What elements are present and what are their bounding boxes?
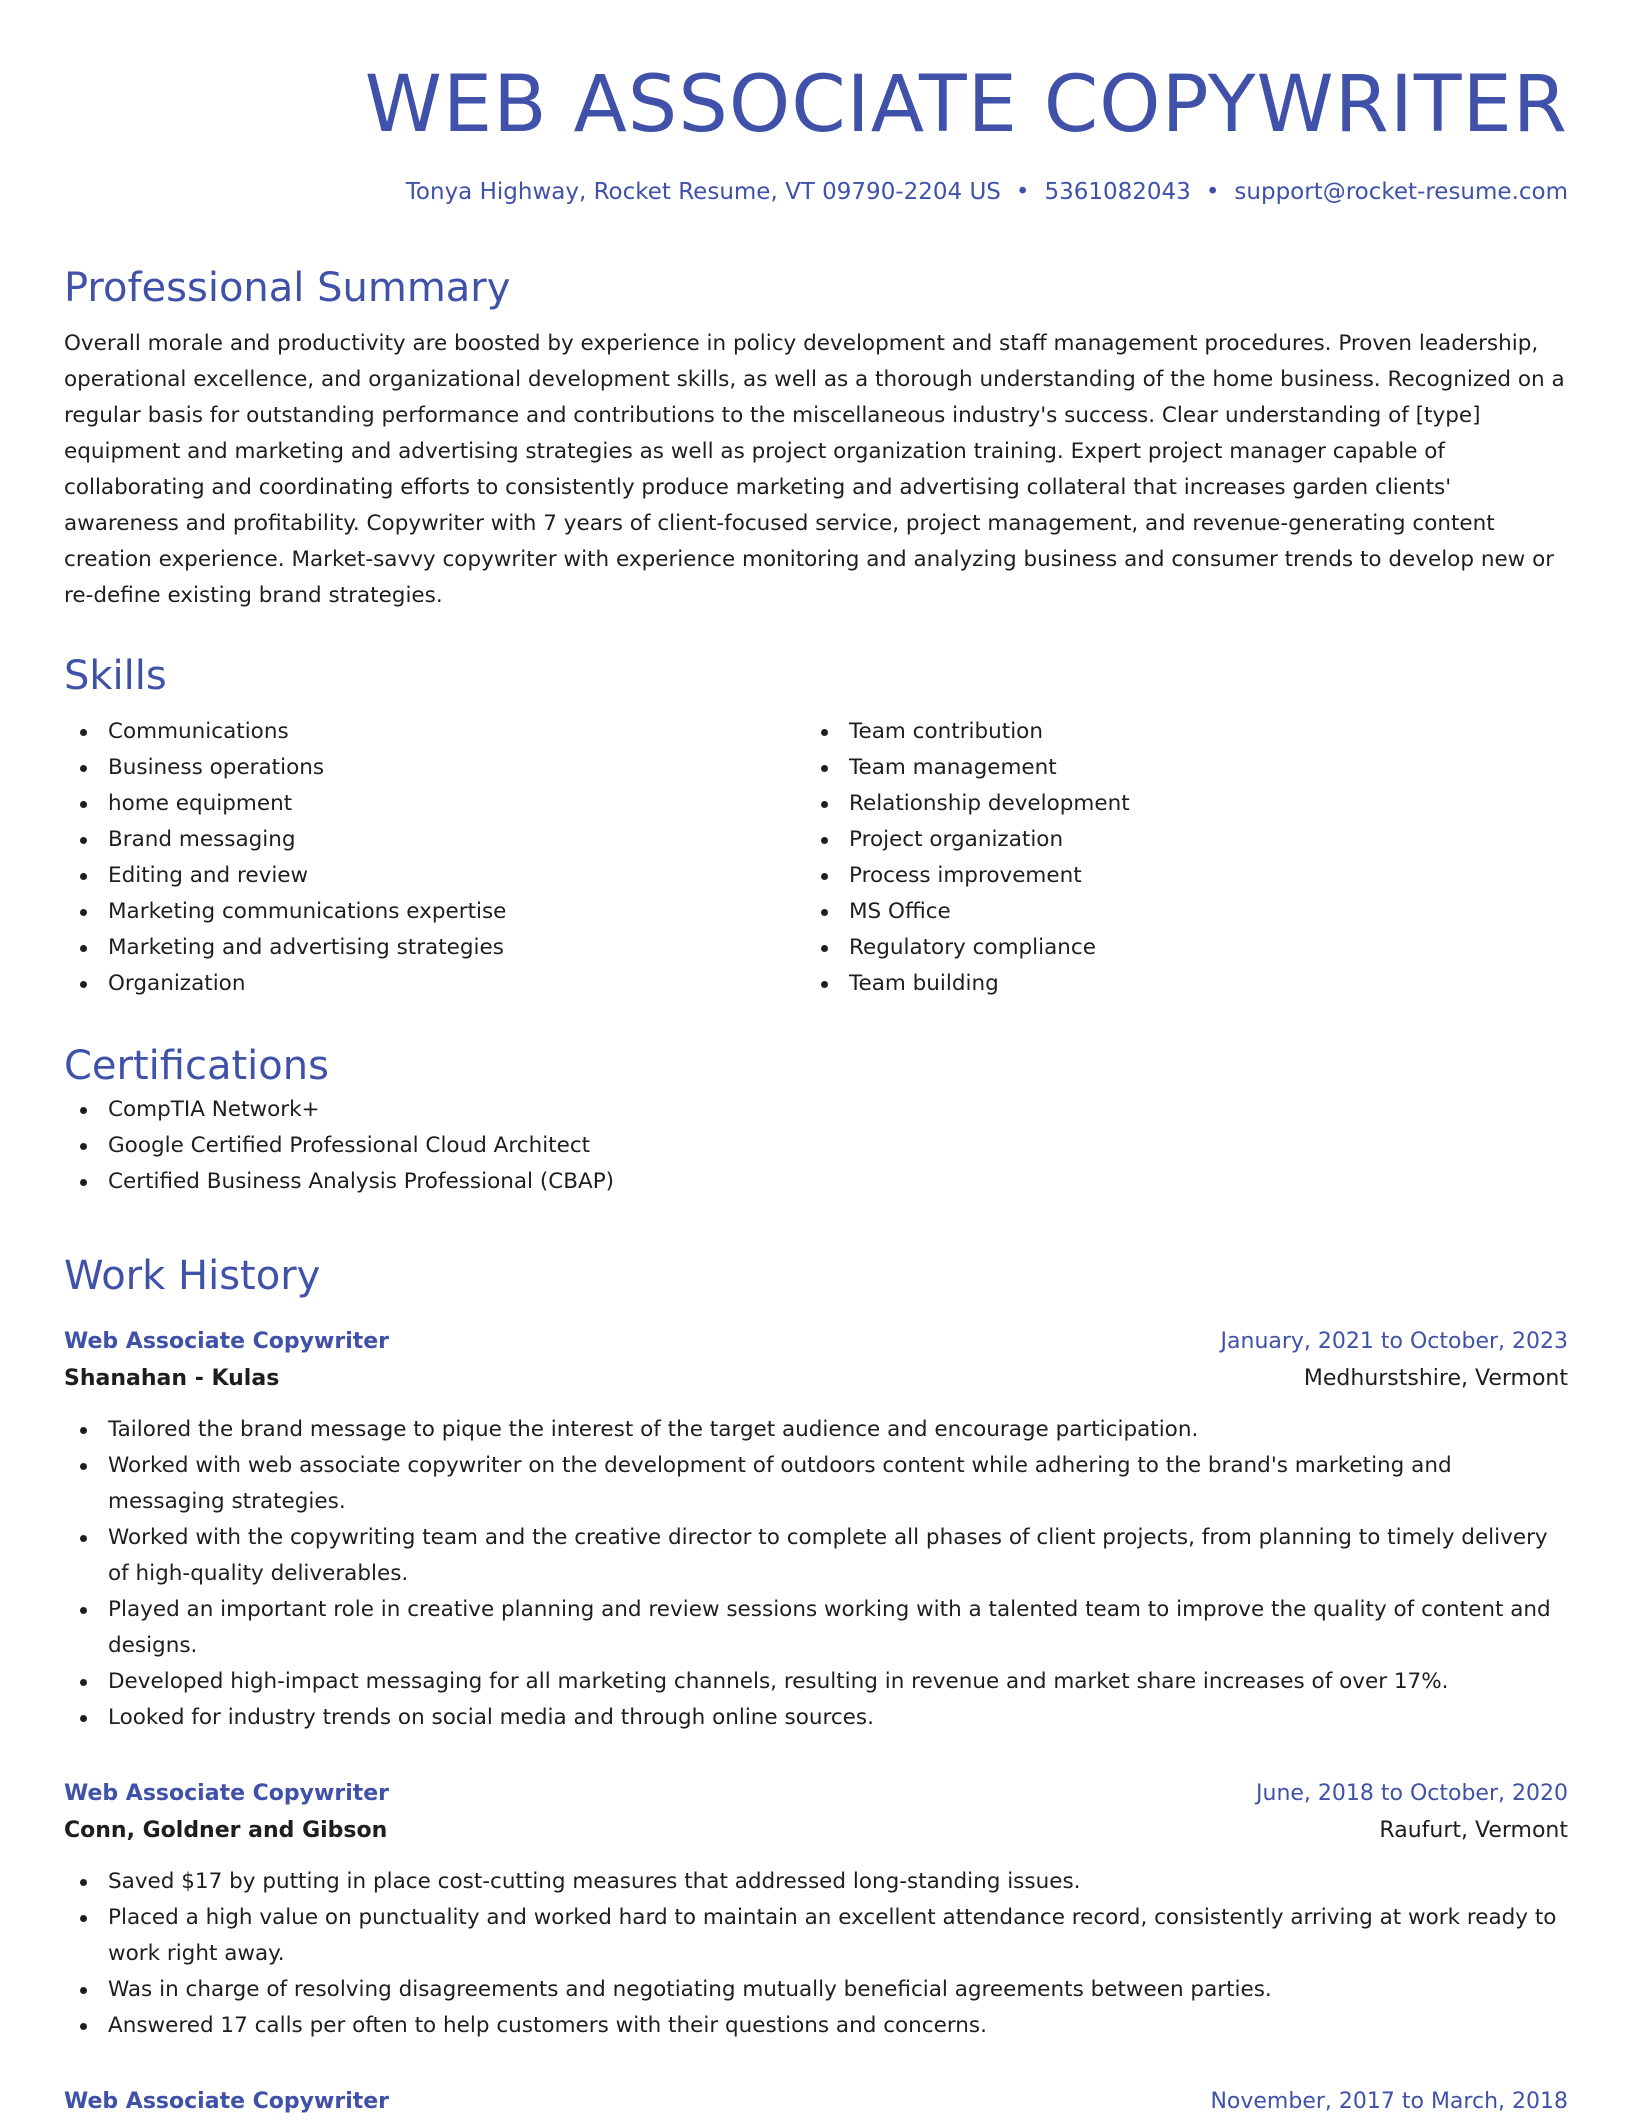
job-title-row	[64, 2084, 1568, 2120]
skill-item: Team contribution	[805, 714, 1546, 750]
job-bullet: Tailored the brand message to pique the interest of the target audience and encourage participation.	[64, 1412, 1568, 1448]
job-bullet: Looked for industry trends on social media and through online sources.	[64, 1700, 1568, 1736]
job-company: Shanahan - Kulas	[64, 1366, 280, 1391]
job-bullet: Worked with web associate copywriter on the development of outdoors content while adhering to the brand's marketing and messaging strategies.	[64, 1448, 1568, 1520]
separator-dot: •	[1205, 179, 1220, 205]
skill-item: Process improvement	[805, 858, 1546, 894]
skill-item: Team building	[805, 966, 1546, 1002]
skill-item: Regulatory compliance	[805, 930, 1546, 966]
job-location: Medhurstshire, Vermont	[1303, 1366, 1568, 1391]
summary-heading: Professional Summary	[64, 265, 511, 311]
skill-item: Marketing communications expertise	[64, 894, 805, 930]
job-entry	[64, 2084, 1568, 2120]
skill-item: Relationship development	[805, 786, 1546, 822]
job-bullet: Was in charge of resolving disagreements and negotiating mutually beneficial agreements between parties.	[64, 1972, 1568, 2008]
skill-item: Communications	[64, 714, 805, 750]
skill-item: Organization	[64, 966, 805, 1002]
contact-address: Tonya Highway, Rocket Resume, VT 09790-2204 US	[405, 179, 1001, 205]
resume-title: WEB ASSOCIATE COPYWRITER	[364, 60, 1568, 150]
contact-phone: 5361082043	[1044, 179, 1191, 205]
job-bullet: Developed high-impact messaging for all marketing channels, resulting in revenue and market share increases of over 17%.	[64, 1664, 1568, 1700]
certification-item: Certified Business Analysis Professional (CBAP)	[64, 1164, 1568, 1200]
skills-list-left	[64, 714, 805, 1002]
job-entry	[64, 1324, 1568, 1736]
summary-section	[64, 262, 1568, 614]
job-bullet: Worked with the copywriting team and the creative director to complete all phases of client projects, from planning to timely delivery of high-quality deliverables.	[64, 1520, 1568, 1592]
skill-item: Editing and review	[64, 858, 805, 894]
skill-item: Brand messaging	[64, 822, 805, 858]
job-bullet: Answered 17 calls per often to help customers with their questions and concerns.	[64, 2008, 1568, 2044]
job-bullet: Played an important role in creative planning and review sessions working with a talented team to improve the quality of content and designs.	[64, 1592, 1568, 1664]
certification-item: Google Certified Professional Cloud Architect	[64, 1128, 1568, 1164]
job-title: Web Associate Copywriter	[64, 1781, 390, 1806]
summary-text: Overall morale and productivity are boosted by experience in policy development and staff management procedures. Proven leadership, operational excellence, and organizational development skills, as well as a thorough understanding of the home business. Recognized on a regular basis for outstanding performance and contributions to the miscellaneous industry's success. Clear understanding of [type] equipment and marketing and advertising strategies as well as project organization training. Expert project manager capable of collaborating and coordinating efforts to consistently produce marketing and advertising collateral that increases garden clients' awareness and profitability. Copywriter with 7 years of client-focused service, project management, and revenue-generating content creation experience. Market-savvy copywriter with experience monitoring and analyzing business and consumer trends to develop new or re-define existing brand strategies.	[64, 331, 1565, 608]
certifications-list	[64, 1092, 1568, 1200]
job-title: Web Associate Copywriter	[64, 2089, 390, 2114]
job-dates: June, 2018 to October, 2020	[1256, 1781, 1568, 1806]
job-bullet: Placed a high value on punctuality and worked hard to maintain an excellent attendance record, consistently arriving at work ready to work right away.	[64, 1900, 1568, 1972]
job-dates: January, 2021 to October, 2023	[1220, 1329, 1568, 1354]
contact-line	[64, 176, 1568, 208]
certification-item: CompTIA Network+	[64, 1092, 1568, 1128]
job-location: Raufurt, Vermont	[1379, 1818, 1568, 1843]
skills-columns	[64, 714, 1568, 1002]
skill-item: Marketing and advertising strategies	[64, 930, 805, 966]
certifications-section	[64, 1040, 1568, 1200]
job-entry	[64, 1776, 1568, 2044]
skill-item: home equipment	[64, 786, 805, 822]
job-bullets	[64, 1412, 1568, 1736]
skills-list-right	[805, 714, 1546, 1002]
skills-section	[64, 650, 1568, 1002]
job-company-row	[64, 1360, 1568, 1398]
certifications-heading: Certifications	[64, 1043, 329, 1089]
job-company: Conn, Goldner and Gibson	[64, 1818, 388, 1843]
work-history-heading: Work History	[64, 1253, 321, 1299]
resume-page	[64, 0, 1568, 2114]
skills-heading: Skills	[64, 653, 167, 699]
job-dates: November, 2017 to March, 2018	[1210, 2089, 1568, 2114]
job-bullets	[64, 1864, 1568, 2044]
skill-item: Team management	[805, 750, 1546, 786]
work-history-section	[64, 1250, 1568, 2120]
contact-email[interactable]: support@rocket-resume.com	[1234, 179, 1568, 205]
separator-dot: •	[1015, 179, 1030, 205]
job-company-row	[64, 1812, 1568, 1850]
job-title-row	[64, 1776, 1568, 1812]
skill-item: Project organization	[805, 822, 1546, 858]
skill-item: MS Office	[805, 894, 1546, 930]
job-title: Web Associate Copywriter	[64, 1329, 390, 1354]
skill-item: Business operations	[64, 750, 805, 786]
job-title-row	[64, 1324, 1568, 1360]
job-bullet: Saved $17 by putting in place cost-cutting measures that addressed long-standing issues.	[64, 1864, 1568, 1900]
